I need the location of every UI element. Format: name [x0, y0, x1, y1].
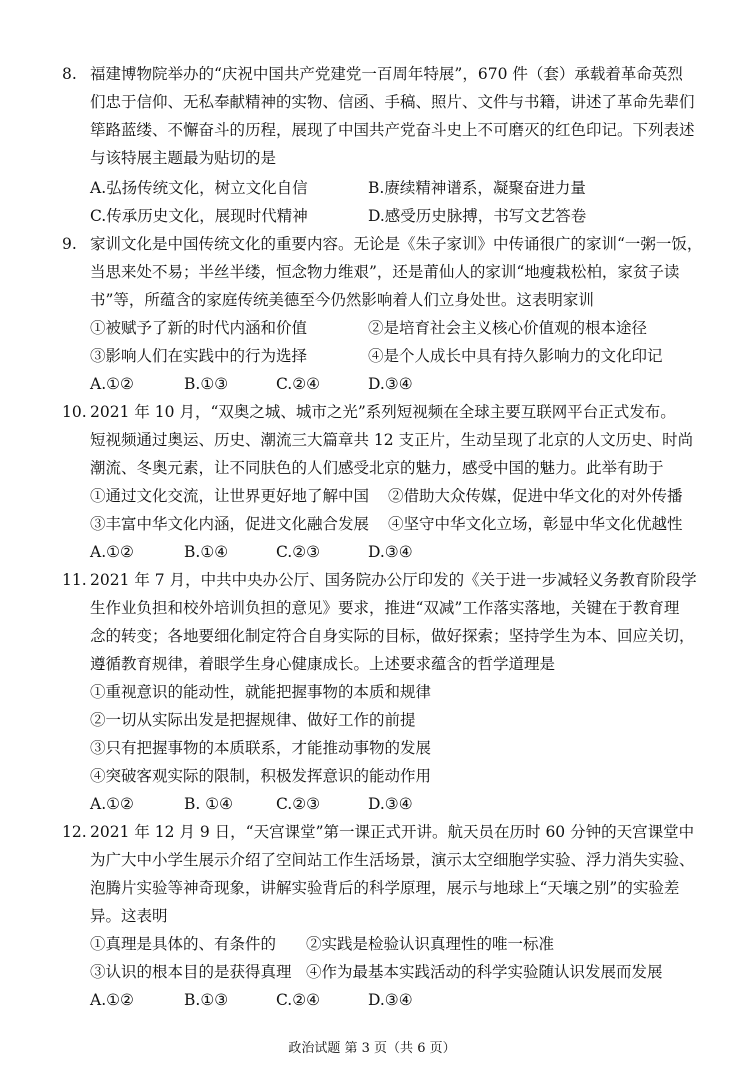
question-text: 短视频通过奥运、历史、潮流三大篇章共 12 支正片，生动呈现了北京的人文历史、时尚 [90, 431, 694, 449]
question-text: 筚路蓝缕、不懈奋斗的历程，展现了中国共产党奋斗史上不可磨灭的红色印记。下列表述 [90, 121, 695, 139]
question-text: 2021 年 12 月 9 日，“天宫课堂”第一课正式开讲。航天员在历时 60 分钟的天宫课堂中 [90, 823, 695, 841]
question-text: 2021 年 7 月，中共中央办公厅、国务院办公厅印发的《关于进一步减轻义务教育阶段学 [90, 571, 697, 589]
statement-4: ④坚守中华文化立场，彰显中华文化优越性 [388, 515, 683, 533]
statement-3: ③丰富中华文化内涵，促进文化融合发展 [90, 515, 370, 533]
answer-option-b[interactable]: B.①③ [184, 375, 229, 393]
statement-4: ④突破客观实际的限制，积极发挥意识的能动作用 [90, 767, 432, 785]
question-text: 们忠于信仰、无私奉献精神的实物、信函、手稿、照片、文件与书籍，讲述了革命先辈们 [90, 93, 695, 111]
question-10 [62, 402, 698, 478]
page-footer: 政治试题 第 3 页（共 6 页） [288, 1041, 456, 1056]
statement-1: ①重视意识的能动性，就能把握事物的本质和规律 [90, 683, 432, 701]
answer-option-c[interactable]: C.②④ [276, 991, 321, 1009]
answer-option-c[interactable]: C.②④ [276, 375, 321, 393]
answer-option-d[interactable]: D.③④ [368, 543, 413, 561]
question-text: 异。这表明 [90, 907, 168, 925]
statement-2: ②一切从实际出发是把握规律、做好工作的前提 [90, 711, 416, 729]
question-text: 为广大中小学生展示介绍了空间站工作生活场景，演示太空细胞学实验、浮力消失实验、 [90, 851, 695, 869]
answer-option-c[interactable]: C.传承历史文化，展现时代精神 [90, 207, 308, 225]
answer-option-c[interactable]: C.②③ [276, 795, 321, 813]
answer-option-b[interactable]: B. ①④ [184, 795, 234, 813]
question-number: 11. [62, 571, 87, 589]
answer-option-d[interactable]: D.③④ [368, 991, 413, 1009]
question-number: 8. [62, 65, 77, 83]
question-number: 9. [62, 235, 77, 253]
answer-option-a[interactable]: A.①② [90, 543, 134, 561]
question-text: 念的转变；各地要细化制定符合自身实际的目标，做好探索；坚持学生为本、回应关切， [90, 627, 695, 645]
answer-option-a[interactable]: A.①② [90, 991, 134, 1009]
statement-3: ③认识的根本目的是获得真理 [90, 963, 292, 981]
question-number: 10. [62, 403, 87, 421]
answer-option-a[interactable]: A.①② [90, 795, 134, 813]
statement-2: ②借助大众传媒，促进中华文化的对外传播 [388, 487, 683, 505]
answer-option-c[interactable]: C.②③ [276, 543, 321, 561]
answer-option-b[interactable]: B.①③ [184, 991, 229, 1009]
statement-2: ②是培育社会主义核心价值观的根本途径 [368, 319, 648, 337]
answer-option-b[interactable]: B.赓续精神谱系，凝聚奋进力量 [368, 179, 586, 197]
answer-option-a[interactable]: A.弘扬传统文化，树立文化自信 [90, 179, 308, 197]
answer-option-d[interactable]: D.感受历史脉搏，书写文艺答卷 [368, 207, 587, 225]
statement-2: ②实践是检验认识真理性的唯一标准 [306, 935, 555, 953]
statement-1: ①通过文化交流，让世界更好地了解中国 [90, 487, 370, 505]
question-text: 书”等，所蕴含的家庭传统美德至今仍然影响着人们立身处世。这表明家训 [90, 291, 594, 309]
question-text: 家训文化是中国传统文化的重要内容。无论是《朱子家训》中传诵很广的家训“一粥一饭， [90, 235, 703, 253]
question-text: 潮流、冬奥元素，让不同肤色的人们感受北京的魅力，感受中国的魅力。此举有助于 [90, 459, 664, 477]
question-12 [62, 822, 698, 926]
statement-1: ①被赋予了新的时代内涵和价值 [90, 319, 308, 337]
question-text: 遵循教育规律，着眼学生身心健康成长。上述要求蕴含的哲学道理是 [90, 655, 556, 673]
statement-3: ③影响人们在实践中的行为选择 [90, 347, 308, 365]
answer-option-d[interactable]: D.③④ [368, 795, 413, 813]
question-text: 泡腾片实验等神奇现象，讲解实验背后的科学原理，展示与地球上“天壤之别”的实验差 [90, 879, 680, 897]
statement-1: ①真理是具体的、有条件的 [90, 935, 277, 953]
question-text: 生作业负担和校外培训负担的意见》要求，推进“双减”工作落实落地，关键在于教育理 [90, 599, 680, 617]
question-text: 当思来处不易；半丝半缕，恒念物力维艰”，还是莆仙人的家训“地瘦栽松柏，家贫子读 [90, 263, 680, 281]
question-11 [62, 570, 698, 674]
question-9 [62, 234, 703, 310]
question-number: 12. [62, 823, 87, 841]
question-text: 与该特展主题最为贴切的是 [90, 149, 277, 167]
question-text: 福建博物院举办的“庆祝中国共产党建党一百周年特展”，670 件（套）承载着革命英烈 [90, 65, 683, 83]
answer-option-d[interactable]: D.③④ [368, 375, 413, 393]
answer-option-a[interactable]: A.①② [90, 375, 134, 393]
statement-4: ④作为最基本实践活动的科学实验随认识发展而发展 [306, 963, 663, 981]
question-text: 2021 年 10 月，“双奥之城、城市之光”系列短视频在全球主要互联网平台正式发布。 [90, 403, 676, 421]
statement-3: ③只有把握事物的本质联系，才能推动事物的发展 [90, 739, 432, 757]
statement-4: ④是个人成长中具有持久影响力的文化印记 [368, 347, 663, 365]
question-8 [62, 64, 698, 168]
answer-option-b[interactable]: B.①④ [184, 543, 229, 561]
